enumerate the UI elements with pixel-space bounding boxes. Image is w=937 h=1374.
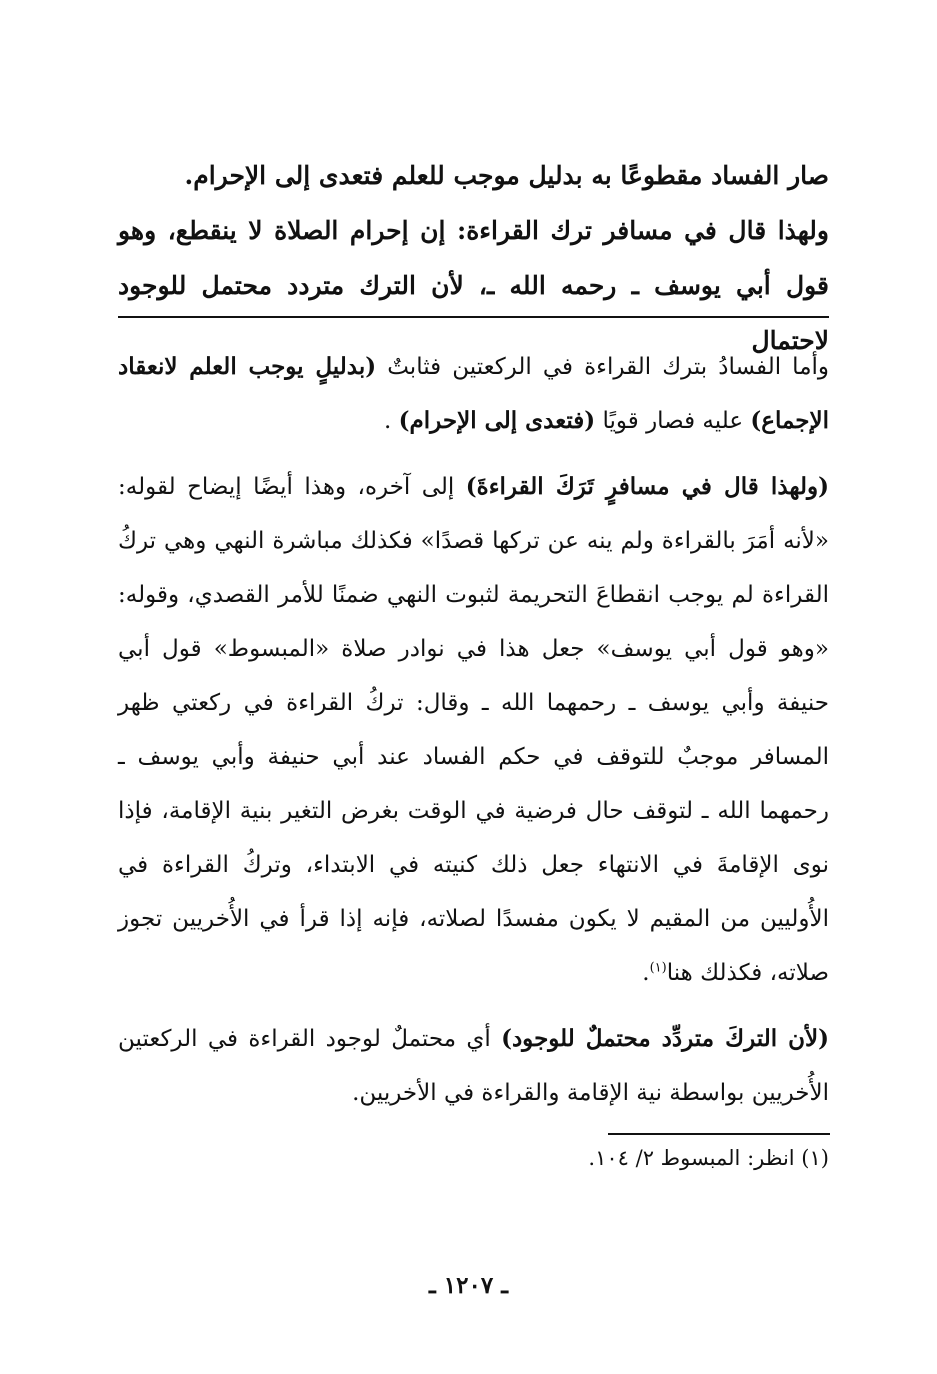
base-text-paragraph-2: ولهذا قال في مسافر ترك القراءة: إن إحرام الصلاة لا ينقطع، وهو قول أبي يوسف ـ رحمه الله ـ، لأن الترك متردد محتمل للوجود لاحتمال	[118, 216, 829, 355]
commentary-p1-part-a: وأما الفسادُ بترك القراءة في الركعتين فثابتٌ	[387, 354, 830, 380]
quoted-phrase: (ولهذا قال في مسافرٍ تَرَكَ القراءةَ)	[465, 473, 829, 500]
commentary-paragraph-3	[118, 1012, 829, 1120]
footnote: (١) انظر: المبسوط ٢/ ١٠٤.	[588, 1146, 829, 1170]
commentary-p2-body: إلى آخره، وهذا أيضًا إيضاح لقوله: «لأنه أمَرَ بالقراءة ولم ينه عن تركها قصدًا» فكذلك مباشرة النهي وهي تركُ القراءة لم يوجب انقطاعَ التحريمة لثبوت النهي ضمنًا للأمر القصدي، وقوله: «وهو قول أبي يوسف» جعل هذا في نوادر صلاة «المبسوط» قول أبي حنيفة وأبي يوسف ـ رحمهما الله ـ وقال: تركُ القراءة في ركعتي ظهر المسافر موجبٌ للتوقف في حكم الفساد عند أبي حنيفة وأبي يوسف ـ رحمهما الله ـ لتوقف حال فرضية في الوقت بغرض التغير بنية الإقامة، فإذا نوى الإقامةَ في الانتهاء جعل ذلك كنيته في الابتداء، وتركُ القراءة في الأُوليين من المقيم لا يكون مفسدًا لصلاته، فإنه إذا قرأ في الأُخريين تجوز صلاته، فكذلك هنا	[118, 474, 829, 986]
quoted-phrase: (بدليلٍ يوجب العلم لانعقاد الإجماع)	[118, 353, 829, 434]
commentary-p2-end: .	[642, 960, 650, 986]
commentary-p3-body: أي محتملٌ لوجود القراءة في الركعتين الأُخريين بواسطة نية الإقامة والقراءة في الأخريين.	[118, 1026, 829, 1106]
footnote-reference: (١)	[649, 960, 667, 976]
footnote-divider	[608, 1133, 830, 1135]
commentary-p1-end: .	[384, 408, 392, 434]
commentary-p1-part-c: عليه فصار قويًا	[602, 408, 744, 434]
page-number: ـ ١٢٠٧ ـ	[429, 1272, 508, 1299]
base-text-line-1: صار الفساد مقطوعًا به بدليل موجب للعلم فتعدى إلى الإحرام.	[184, 161, 829, 190]
commentary-paragraph-1	[118, 340, 829, 448]
commentary-text	[118, 340, 829, 1120]
section-divider	[118, 316, 829, 318]
base-text	[118, 148, 829, 368]
commentary-paragraph-2	[118, 460, 829, 1000]
quoted-phrase: (فتعدى إلى الإحرام)	[398, 407, 596, 434]
quoted-phrase: (لأن التركَ متردِّد محتملٌ للوجود)	[501, 1025, 830, 1052]
